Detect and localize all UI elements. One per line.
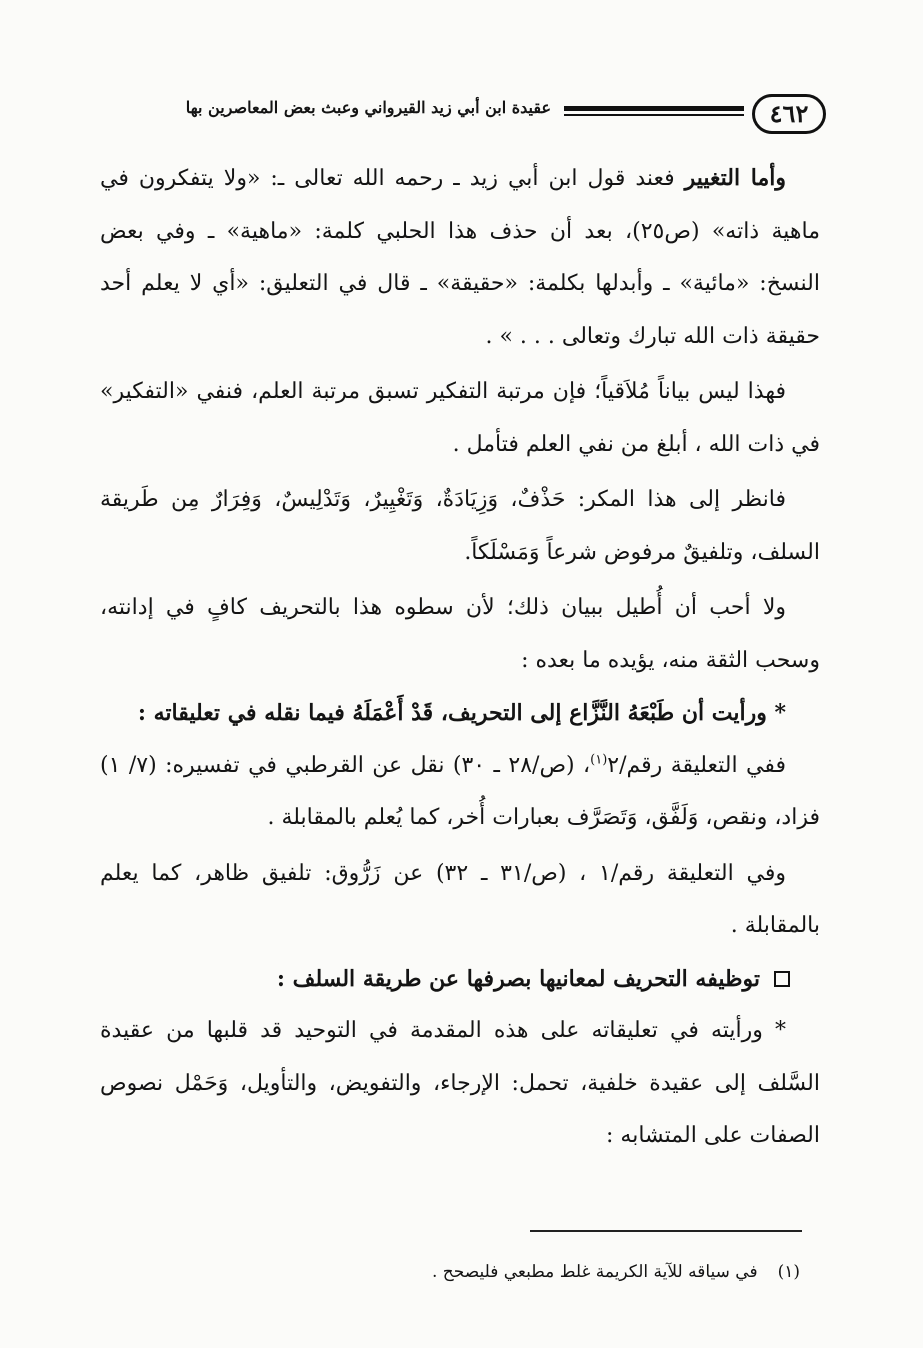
paragraph-text: ففي التعليقة رقم/٢ (607, 752, 787, 778)
header-rule (564, 106, 744, 111)
running-title: عقيدة ابن أبي زيد القيرواني وعبث بعض المعاصرين بها (185, 98, 551, 117)
square-bullet-icon (774, 971, 790, 987)
section-heading (100, 953, 790, 1006)
paragraph (100, 740, 820, 845)
header-rule-thin (564, 114, 744, 116)
paragraph: فانظر إلى هذا المكر: حَذْفٌ، وَزِيَادَةٌ، وَتَغْيِيرٌ، وَتَدْلِيسٌ، وَفِرَارٌ مِن طَريقة السلف، وتلفيقٌ مرفوض شرعاً وَمَسْلَكاً. (100, 487, 820, 565)
paragraph: * ورأيته في تعليقاته على هذه المقدمة في التوحيد قد قلبها من عقيدة السَّلف إلى عقيدة خلفية، تحمل: الإرجاء، والتفويض، والتأويل، وَحَمْل نصوص الصفات على المتشابه : (100, 1018, 820, 1148)
paragraph: ولا أحب أن أُطيل ببيان ذلك؛ لأن سطوه هذا بالتحريف كافٍ في إدانته، وسحب الثقة منه، يؤيده ما بعده : (100, 595, 820, 673)
paragraph (100, 152, 820, 363)
paragraph: وفي التعليقة رقم/١ ، (ص/٣١ ـ ٣٢) عن زَرُّوق: تلفيق ظاهر، كما يعلم بالمقابلة . (100, 860, 820, 938)
footnote-reference[interactable]: (١) (590, 752, 608, 768)
section-heading-text: توظيفه التحريف لمعانيها بصرفها عن طريقة السلف : (276, 965, 760, 992)
page-header (96, 94, 826, 138)
paragraph-text: فعند قول ابن أبي زيد ـ رحمه الله تعالى ـ: «ولا يتفكرون في ماهية ذاته» (ص٢٥)، بعد أن حذف هذا الحلبي كلمة: «ماهية» ـ وفي بعض النسخ: «مائية» ـ وأبدلها بكلمة: «حقيقة» ـ قال في التعليق: «أي لا يعلم أحد حقيقة ذات الله تبارك وتعالى . . . » . (100, 166, 820, 349)
paragraph-text: ، (ص/٢٨ ـ ٣٠) نقل عن القرطبي في تفسيره: (٧/ ١) فزاد، ونقص، وَلَفَّق، وَتَصَرَّف بعبارات أُخر، كما يُعلم بالمقابلة . (100, 752, 820, 830)
footnote (380, 1262, 800, 1282)
paragraph-lead: وأما التغيير (684, 165, 786, 191)
paragraph: فهذا ليس بياناً مُلاَقياً؛ فإن مرتبة التفكير تسبق مرتبة العلم، فنفي «التفكير» في ذات الله ، أبلغ من نفي العلم فتأمل . (100, 379, 820, 457)
footnote-marker: (١) (777, 1262, 800, 1282)
page-number: ٤٦٢ (752, 94, 826, 134)
main-text (100, 152, 820, 1163)
footnote-separator (530, 1230, 802, 1232)
paragraph: * ورأيت أن طَبْعَهُ النَّزَّاع إلى التحريف، قَدْ أَعْمَلَهُ فيما نقله في تعليقاته : (137, 700, 786, 726)
footnote-text: في سياقه للآية الكريمة غلط مطبعي فليصحح . (431, 1262, 758, 1282)
